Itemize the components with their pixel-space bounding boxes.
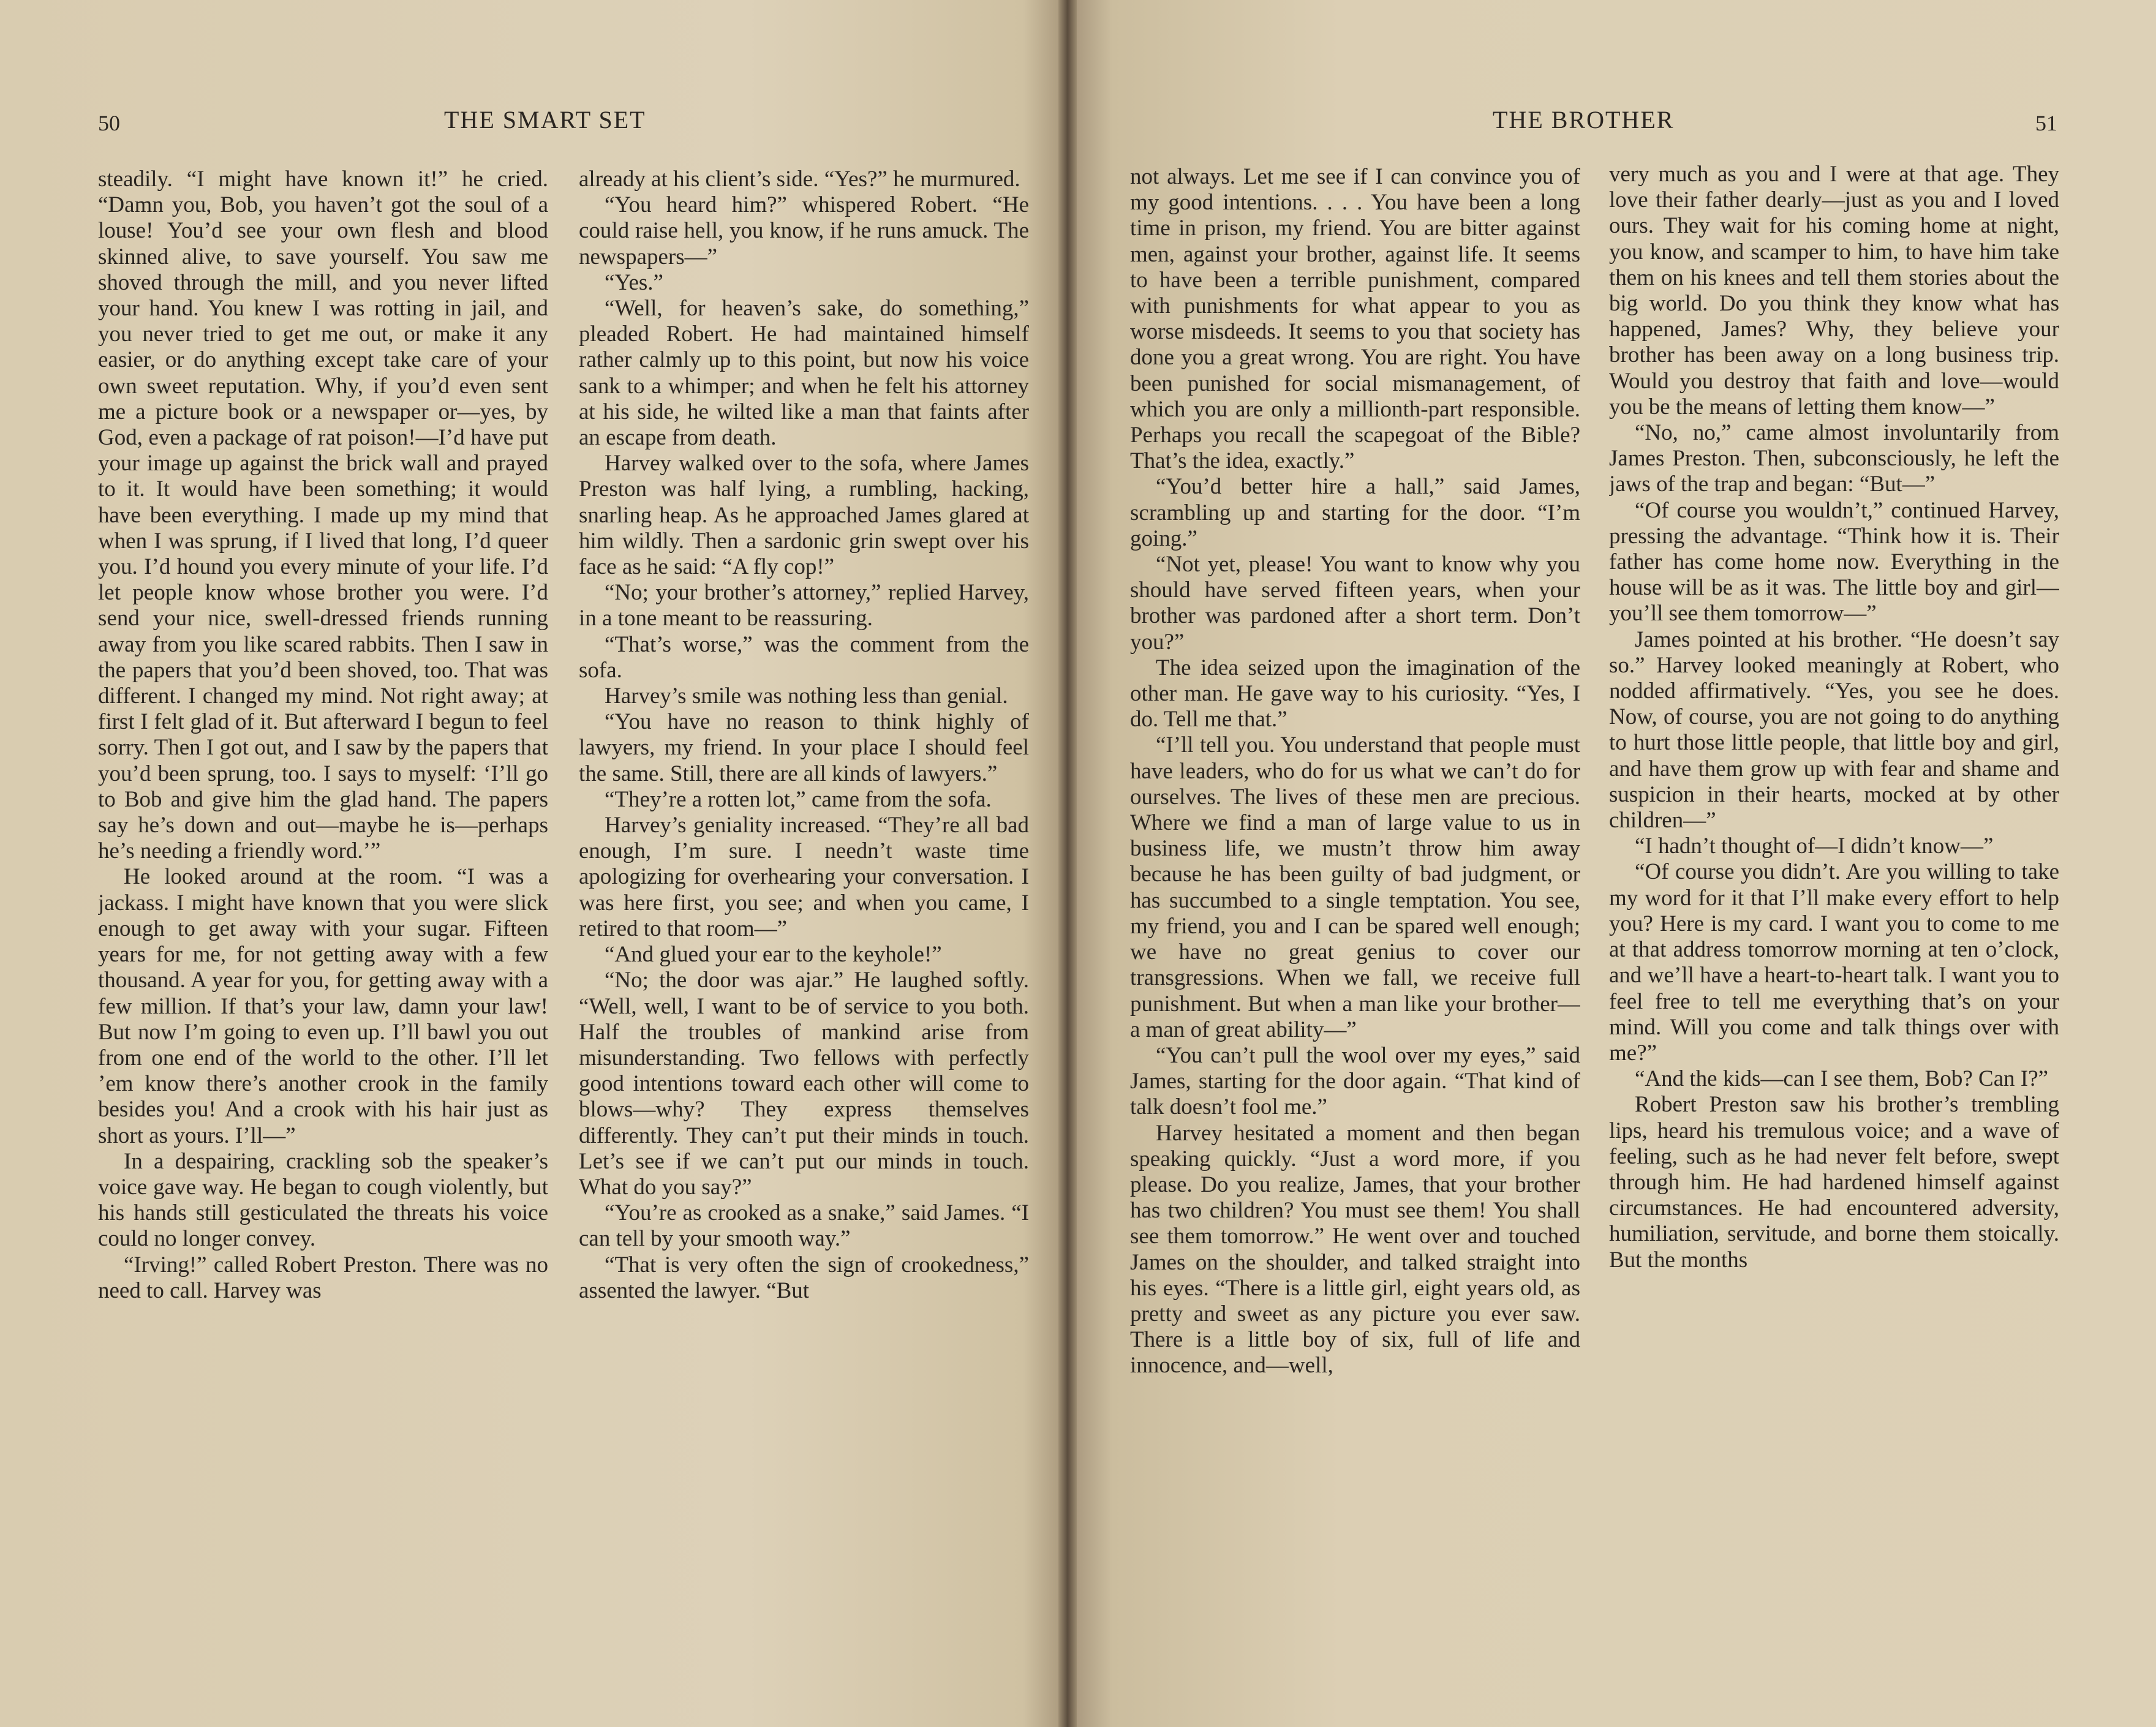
paragraph: “You can’t pull the wool over my eyes,” said James, starting for the door again. “That kind of talk doesn’t fool me.” (1130, 1042, 1580, 1120)
right-page-column-1 (1130, 164, 1580, 1379)
paragraph: The idea seized upon the imagination of the other man. He gave way to his curiosity. “Yes, I do. Tell me that.” (1130, 655, 1580, 732)
paragraph: In a despairing, crackling sob the speaker’s voice gave way. He began to cough violently, but his hands still gesticulated the threats his voice could no longer convey. (98, 1148, 548, 1252)
paragraph: “I hadn’t thought of—I didn’t know—” (1635, 833, 1994, 859)
paragraph: “Of course you wouldn’t,” continued Harvey, pressing the advantage. “Think how it is. Their father has come home now. Everything in the house will be as it was. The little boy and girl—you’ll see them tomorrow—” (1609, 497, 2059, 626)
paragraph: James pointed at his brother. “He doesn’t say so.” Harvey looked meaningly at Robert, who nodded affirmatively. “Yes, you see he does. Now, of course, you are not going to do anything to hurt those little people, that little boy and girl, and have them grow up with fear and shame and suspicion in their hearts, mocked at by other children—” (1609, 626, 2059, 833)
paragraph: “That’s worse,” was the comment from the sofa. (579, 631, 1029, 683)
paragraph: “No; your brother’s attorney,” replied Harvey, in a tone meant to be reassuring. (579, 580, 1029, 631)
paragraph: “And glued your ear to the keyhole!” (605, 942, 942, 968)
paragraph: “You heard him?” whispered Robert. “He could raise hell, you know, if he runs amuck. The newspapers—” (579, 192, 1029, 269)
right-page (1069, 0, 2156, 1727)
paragraph: Harvey’s smile was nothing less than genial. (605, 683, 1008, 709)
paragraph: “You’d better hire a hall,” said James, scrambling up and starting for the door. “I’m going.” (1130, 474, 1580, 551)
paragraph: “Well, for heaven’s sake, do something,” pleaded Robert. He had maintained himself rather calmly up to this point, but now his voice sank to a whimper; and when he felt his attorney at his side, he wilted like a man that faints after an escape from death. (579, 296, 1029, 451)
book-gutter (1058, 0, 1077, 1727)
paragraph: “And the kids—can I see them, Bob? Can I?” (1635, 1066, 2049, 1092)
left-page-column-1 (98, 167, 548, 1304)
paragraph: He looked around at the room. “I was a jackass. I might have known that you were slick enough to get away with your sugar. Fifteen years for me, for not getting away with a few thousand. A year for you, for getting away with a few million. If that’s your law, damn your law! But now I’m going to even up. I’ll bawl you out from one end of the world to the other. I’ll let ’em know there’s another crook in the family besides you! And a crook with his hair just as short as yours. I’ll—” (98, 864, 548, 1148)
paragraph: “Irving!” called Robert Preston. There was no need to call. Harvey was (98, 1252, 548, 1303)
paragraph: very much as you and I were at that age. They love their father dearly—just as you and I loved ours. They wait for his coming home at night, you know, and scamper to him, to have him take them on his knees and tell them stories about the big world. Do you think they know what has happened, James? Why, they believe your brother has been away on a long business trip. Would you destroy that faith and love—would you be the means of letting them know—” (1609, 162, 2059, 420)
paragraph: “Of course you didn’t. Are you willing to take my word for it that I’ll make every effort to help you? Here is my card. I want you to come to me at that address tomorrow morning at ten o’clock, and we’ll have a heart-to-heart talk. I want you to feel free to tell me everything that’s on your mind. Will you come and talk things over with me?” (1609, 859, 2059, 1066)
paragraph: “They’re a rotten lot,” came from the sofa. (605, 786, 992, 812)
page-number-left: 50 (98, 111, 120, 135)
paragraph: “You’re as crooked as a snake,” said James. “I can tell by your smooth way.” (579, 1200, 1029, 1252)
paragraph: “You have no reason to think highly of lawyers, my friend. In your place I should feel the same. Still, there are all kinds of lawyers.” (579, 709, 1029, 786)
running-header-right: THE BROTHER (1493, 106, 1675, 134)
page-number-right: 51 (2035, 111, 2057, 135)
right-page-column-2 (1609, 162, 2059, 1273)
paragraph: not always. Let me see if I can convince you of my good intentions. . . . You have been a long time in prison, my friend. You are bitter against men, against your brother, against life. It seems to have been a terrible punishment, compared with punishments for what appear to you as worse misdeeds. It seems to you that society has done you a great wrong. You are right. You have been punished for social mismanagement, of which you are only a millionth-part responsible. Perhaps you recall the scapegoat of the Bible? That’s the idea, exactly.” (1130, 164, 1580, 474)
paragraph: Harvey walked over to the sofa, where James Preston was half lying, a rumbling, hacking, snarling heap. As he approached James glared at him wildly. Then a sardonic grin swept over his face as he said: “A fly cop!” (579, 451, 1029, 580)
paragraph: “Not yet, please! You want to know why you should have served fifteen years, when your brother was pardoned after a short term. Don’t you?” (1130, 552, 1580, 655)
paragraph: “That is very often the sign of crookedness,” assented the lawyer. “But (579, 1252, 1029, 1303)
paragraph: “No, no,” came almost involuntarily from James Preston. Then, subconsciously, he left the jaws of the trap and began: “But—” (1609, 420, 2059, 497)
paragraph: already at his client’s side. “Yes?” he murmured. (579, 167, 1020, 192)
paragraph: “Yes.” (605, 269, 663, 295)
paragraph: “I’ll tell you. You understand that people must have leaders, who do for us what we can’t do for ourselves. The lives of these men are precious. Where we find a man of large value to us in business life, we mustn’t throw him away because he has been guilty of bad judgment, or has succumbed to a single temptation. You see, my friend, you and I can be spared well enough; we have no great genius to cover our transgressions. When we fall, we receive full punishment. But when a man like your brother—a man of great ability—” (1130, 732, 1580, 1042)
left-page-column-2 (579, 167, 1029, 1304)
paragraph: Robert Preston saw his brother’s trembling lips, heard his tremulous voice; and a wave of feeling, such as he had never felt before, swept through him. He had hardened himself against circumstances. He had encountered adversity, humiliation, servitude, and borne them stoically. But the months (1609, 1092, 2059, 1273)
paragraph: Harvey hesitated a moment and then began speaking quickly. “Just a word more, if you please. Do you realize, James, that your brother has two children? You must see them! You shall see them tomorrow.” He went over and touched James on the shoulder, and talked straight into his eyes. “There is a little girl, eight years old, as pretty and sweet as any picture you ever saw. There is a little boy of six, full of life and innocence, and—well, (1130, 1120, 1580, 1379)
paragraph: Harvey’s geniality increased. “They’re all bad enough, I’m sure. I needn’t waste time apologizing for overhearing your conversation. I was here first, you see; and when you came, I retired to that room—” (579, 813, 1029, 941)
paragraph: steadily. “I might have known it!” he cried. “Damn you, Bob, you haven’t got the soul of a louse! You’d see your own flesh and blood skinned alive, to save yourself. You saw me shoved through the mill, and you never lifted your hand. You knew I was rotting in jail, and you never tried to get me out, or make it any easier, or do anything except take care of your own sweet reputation. Why, if you’d even sent me a picture book or a newspaper or—yes, by God, even a package of rat poison!—I’d have put your image up against the brick wall and prayed to it. It would have been something; it would have been everything. I made up my mind that when I was sprung, if I lived that long, I’d queer you. I’d hound you every minute of your life. I’d let people know whose brother you were. I’d send your nice, swell-dressed friends running away from you like scared rabbits. Then I saw in the papers that you’d been shoved, too. That was different. I changed my mind. Not right away; at first I felt glad of it. But afterward I begun to feel sorry. Then I got out, and I saw by the papers that you’d been sprung, too. I says to myself: ‘I’ll go to Bob and give him the glad hand. The papers say he’s down and out—maybe he is—perhaps he’s needing a friendly word.’” (98, 167, 548, 864)
left-page (0, 0, 1066, 1727)
paragraph: “No; the door was ajar.” He laughed softly. “Well, well, I want to be of service to you both. Half the troubles of mankind arise from misunderstanding. Two fellows with perfectly good intentions toward each other will come to blows—why? They express themselves differently. They can’t put their minds in touch. Let’s see if we can’t put our minds in touch. What do you say?” (579, 968, 1029, 1200)
running-header-left: THE SMART SET (444, 106, 646, 134)
